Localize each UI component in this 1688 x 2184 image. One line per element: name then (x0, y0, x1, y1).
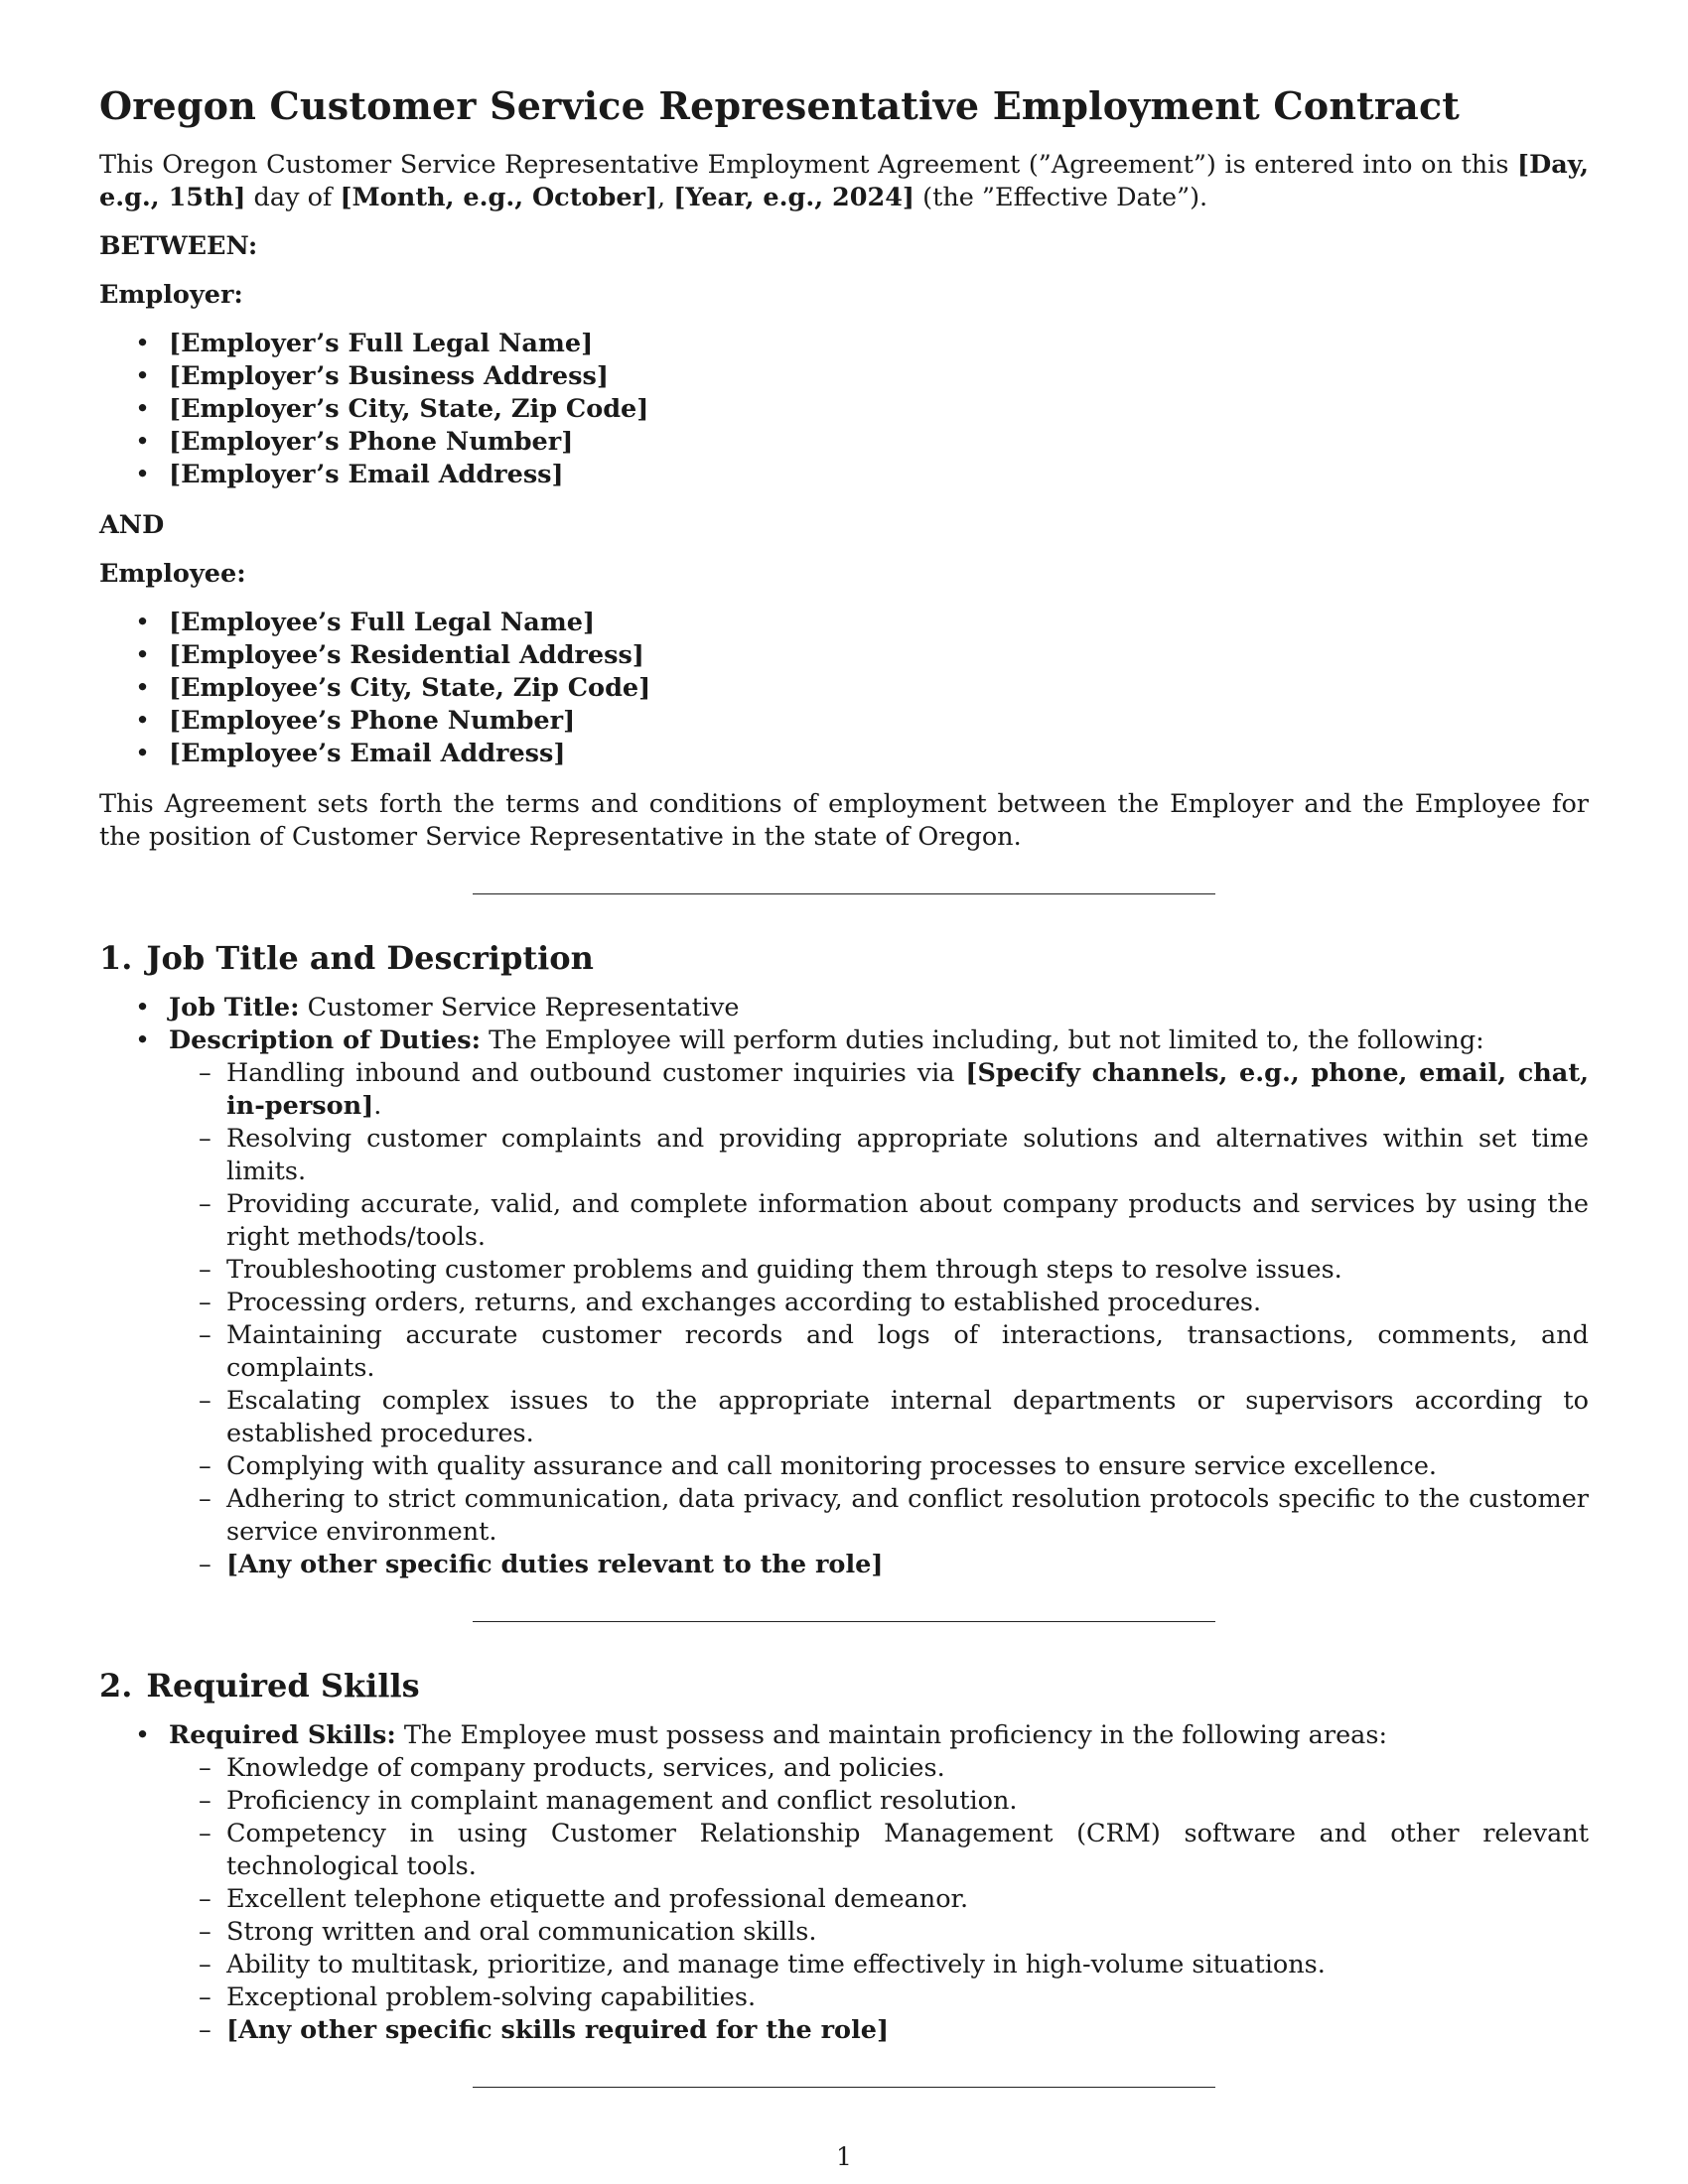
list-item: – Ability to multitask, prioritize, and manage time effectively in high-volume situations. (169, 1949, 1589, 1981)
list-item: – [Any other specific duties relevant to the role] (169, 1549, 1589, 1581)
list-item: • [Employee’s Full Legal Name] (135, 607, 1589, 639)
list-item: – Escalating complex issues to the appropriate internal departments or supervisors according to established procedures. (169, 1385, 1589, 1450)
document-page (99, 83, 1589, 2131)
month-placeholder: [Month, e.g., October] (340, 183, 658, 212)
section-divider (473, 2087, 1215, 2088)
purpose-paragraph: This Agreement sets forth the terms and conditions of employment between the Employer and the Employee for the position of Customer Service Representative in the state of Oregon. (99, 789, 1589, 852)
day-placeholder: [Day, e.g., 15th] (99, 150, 1589, 212)
list-item: – Troubleshooting customer problems and guiding them through steps to resolve issues. (169, 1254, 1589, 1287)
list-item: • [Employer’s Phone Number] (135, 426, 1589, 459)
list-item: – [Any other specific skills required for the role] (169, 2014, 1589, 2047)
list-item: – Providing accurate, valid, and complete information about company products and services by using the right methods/tools. (169, 1188, 1589, 1254)
between-label: BETWEEN: (99, 231, 258, 261)
list-item: – Handling inbound and outbound customer inquiries via [Specify channels, e.g., phone, email, chat, in-person]. (169, 1057, 1589, 1123)
and-label: AND (99, 510, 165, 540)
list-item: – Complying with quality assurance and call monitoring processes to ensure service excellence. (169, 1450, 1589, 1483)
list-item: – Competency in using Customer Relationship Management (CRM) software and other relevant technological tools. (169, 1818, 1589, 1883)
employee-list (99, 607, 1589, 770)
employee-label: Employee: (99, 559, 246, 589)
intro-paragraph: This Oregon Customer Service Representative Employment Agreement (”Agreement”) is entered into on this [Day, e.g., 15th] day of [Month, e.g., October], [Year, e.g., 2024] (the ”Effective Date”). (99, 150, 1589, 212)
list-item: – Strong written and oral communication skills. (169, 1916, 1589, 1949)
duties-list (169, 1057, 1589, 1581)
section-1-list (99, 992, 1589, 1581)
section-2-list (99, 1719, 1589, 2047)
list-item: • [Employer’s Full Legal Name] (135, 328, 1589, 360)
list-item: – Maintaining accurate customer records and logs of interactions, transactions, comments, and complaints. (169, 1319, 1589, 1385)
section-divider (473, 1621, 1215, 1622)
document-title: Oregon Customer Service Representative Employment Contract (99, 83, 1461, 128)
list-item: – Adhering to strict communication, data privacy, and conflict resolution protocols specific to the customer service environment. (169, 1483, 1589, 1549)
year-placeholder: [Year, e.g., 2024] (673, 183, 915, 212)
list-item: • [Employer’s Business Address] (135, 360, 1589, 393)
section-heading-2: 2. Required Skills (99, 1667, 420, 1705)
employer-label: Employer: (99, 280, 243, 310)
list-item: • Job Title: Customer Service Representative (135, 992, 1589, 1024)
list-item: • Description of Duties: The Employee will perform duties including, but not limited to, the following: – Handling inbound and outbound customer inquiries via [Specify channels, e.g., phone, email, chat, in-person]. – Resolving customer complaints and providing appropriate solutions and alternatives within set time limits. – Providing accurate, valid, and complete information about company products and services by using the right methods/tools. – Troubleshooting customer problems and guiding them through steps to resolve issues. – Processing orders, returns, and exchanges according to established procedures. – Maintaining accurate customer records and logs of interactions, transactions, comments, and complaints. – Escalating complex issues to the appropriate internal departments or supervisors according to established procedures. – Complying with quality assurance and call monitoring processes to ensure service excellence. – Adhering to strict communication, data privacy, and conflict resolution protocols specific to the customer service environment. – [Any other specific duties relevant to the role] (135, 1024, 1589, 1581)
list-item: • [Employee’s Phone Number] (135, 705, 1589, 738)
list-item: – Resolving customer complaints and providing appropriate solutions and alternatives within set time limits. (169, 1123, 1589, 1188)
list-item: – Proficiency in complaint management and conflict resolution. (169, 1785, 1589, 1818)
list-item: • [Employee’s City, State, Zip Code] (135, 672, 1589, 705)
employer-list (99, 328, 1589, 491)
list-item: – Exceptional problem-solving capabilities. (169, 1981, 1589, 2014)
list-item: • [Employee’s Residential Address] (135, 639, 1589, 672)
section-heading-1: 1. Job Title and Description (99, 939, 594, 977)
list-item: • [Employer’s City, State, Zip Code] (135, 393, 1589, 426)
section-divider (473, 893, 1215, 894)
list-item: – Processing orders, returns, and exchanges according to established procedures. (169, 1287, 1589, 1319)
list-item: – Excellent telephone etiquette and professional demeanor. (169, 1883, 1589, 1916)
page-number: 1 (836, 2142, 852, 2171)
list-item: • [Employee’s Email Address] (135, 738, 1589, 770)
skills-list (169, 1752, 1589, 2047)
list-item: • Required Skills: The Employee must possess and maintain proficiency in the following areas: – Knowledge of company products, services, and policies. – Proficiency in complaint management and conflict resolution. – Competency in using Customer Relationship Management (CRM) software and other relevant technological tools. – Excellent telephone etiquette and professional demeanor. – Strong written and oral communication skills. – Ability to multitask, prioritize, and manage time effectively in high-volume situations. – Exceptional problem-solving capabilities. – [Any other specific skills required for the role] (135, 1719, 1589, 2047)
list-item: • [Employer’s Email Address] (135, 459, 1589, 491)
list-item: – Knowledge of company products, services, and policies. (169, 1752, 1589, 1785)
